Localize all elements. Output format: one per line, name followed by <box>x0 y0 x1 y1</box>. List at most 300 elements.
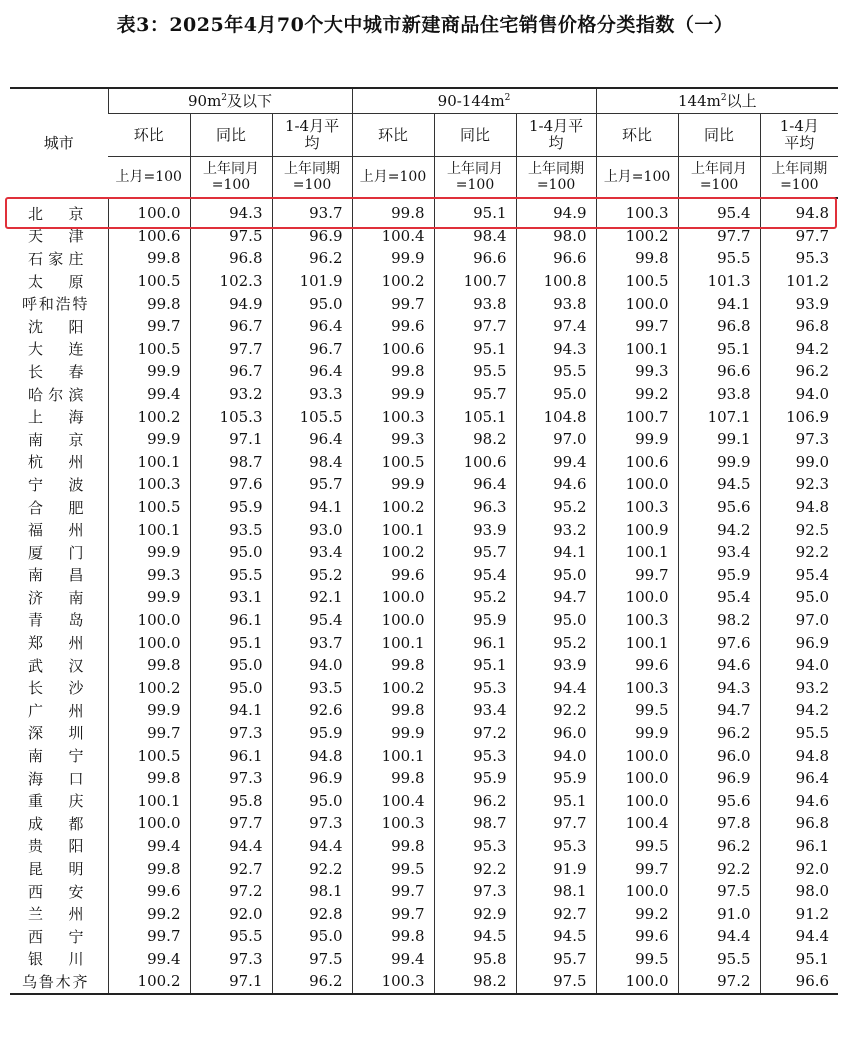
table-row <box>10 676 838 699</box>
index-cell: 92.2 <box>760 541 838 564</box>
col-base-1-1: 上年同月=100 <box>434 157 516 199</box>
index-cell: 98.0 <box>760 880 838 903</box>
index-cell: 100.6 <box>108 225 190 248</box>
index-cell: 100.1 <box>596 541 678 564</box>
index-cell: 100.2 <box>352 270 434 293</box>
index-cell: 96.6 <box>678 360 760 383</box>
index-cell: 99.5 <box>596 835 678 858</box>
index-cell: 93.9 <box>760 292 838 315</box>
table-row <box>10 383 838 406</box>
index-cell: 93.5 <box>272 676 352 699</box>
col-label-1-0: 环比 <box>352 114 434 157</box>
index-cell: 96.4 <box>272 428 352 451</box>
index-cell: 95.3 <box>434 835 516 858</box>
table-row <box>10 744 838 767</box>
index-cell: 96.9 <box>678 767 760 790</box>
index-cell: 95.2 <box>516 496 596 519</box>
table-row <box>10 857 838 880</box>
index-cell: 95.5 <box>678 247 760 270</box>
index-cell: 96.1 <box>760 835 838 858</box>
group-header-prefix: 90m <box>187 91 222 110</box>
index-cell: 95.1 <box>516 789 596 812</box>
table-row <box>10 925 838 948</box>
index-cell: 100.0 <box>352 609 434 632</box>
index-cell: 94.6 <box>678 654 760 677</box>
index-cell: 95.0 <box>516 609 596 632</box>
index-cell: 99.8 <box>596 247 678 270</box>
index-cell: 96.1 <box>190 609 272 632</box>
index-cell: 99.9 <box>108 428 190 451</box>
index-cell: 100.4 <box>596 812 678 835</box>
table-row <box>10 789 838 812</box>
index-cell: 99.9 <box>108 586 190 609</box>
group-header-sup: 2 <box>720 92 727 103</box>
index-cell: 99.2 <box>108 902 190 925</box>
index-cell: 93.7 <box>272 631 352 654</box>
city-cell: 大连 <box>28 340 84 359</box>
index-cell: 95.3 <box>434 676 516 699</box>
index-cell: 100.0 <box>108 198 190 225</box>
index-cell: 94.0 <box>516 744 596 767</box>
index-cell: 100.5 <box>108 744 190 767</box>
index-cell: 93.8 <box>516 292 596 315</box>
city-cell: 武汉 <box>28 656 84 675</box>
index-cell: 100.5 <box>352 451 434 474</box>
index-cell: 92.0 <box>760 857 838 880</box>
city-cell: 南京 <box>28 430 84 449</box>
table-row <box>10 902 838 925</box>
index-cell: 94.4 <box>272 835 352 858</box>
index-cell: 100.1 <box>596 631 678 654</box>
index-cell: 93.2 <box>190 383 272 406</box>
city-cell: 厦门 <box>28 543 84 562</box>
index-cell: 99.8 <box>352 767 434 790</box>
index-cell: 92.2 <box>678 857 760 880</box>
table-body <box>10 198 838 994</box>
city-cell: 杭州 <box>28 453 84 472</box>
index-cell: 99.9 <box>352 473 434 496</box>
index-cell: 99.6 <box>108 880 190 903</box>
index-cell: 96.4 <box>272 315 352 338</box>
col-base-0-2: 上年同期=100 <box>272 157 352 199</box>
index-cell: 100.0 <box>596 970 678 994</box>
index-cell: 95.0 <box>272 292 352 315</box>
index-cell: 99.8 <box>108 247 190 270</box>
index-cell: 97.2 <box>434 722 516 745</box>
index-cell: 95.7 <box>434 541 516 564</box>
index-cell: 97.3 <box>434 880 516 903</box>
index-cell: 101.3 <box>678 270 760 293</box>
index-cell: 97.5 <box>272 948 352 971</box>
index-cell: 94.1 <box>516 541 596 564</box>
city-cell: 海口 <box>28 769 84 788</box>
index-cell: 100.0 <box>352 586 434 609</box>
index-cell: 100.5 <box>596 270 678 293</box>
index-cell: 100.2 <box>596 225 678 248</box>
index-cell: 91.0 <box>678 902 760 925</box>
index-cell: 99.9 <box>108 699 190 722</box>
index-cell: 92.5 <box>760 518 838 541</box>
table-row <box>10 451 838 474</box>
city-cell: 南昌 <box>28 566 84 585</box>
index-cell: 99.8 <box>108 767 190 790</box>
index-cell: 95.4 <box>272 609 352 632</box>
city-cell: 石家庄 <box>28 249 84 268</box>
index-cell: 96.4 <box>272 360 352 383</box>
index-cell: 99.7 <box>596 564 678 587</box>
index-cell: 94.4 <box>760 925 838 948</box>
group-header-prefix: 144m <box>678 91 721 110</box>
index-cell: 93.2 <box>760 676 838 699</box>
index-cell: 94.4 <box>516 676 596 699</box>
table-row <box>10 609 838 632</box>
group-header-suffix: 以上 <box>726 91 757 110</box>
index-cell: 98.7 <box>434 812 516 835</box>
group-header-1 <box>352 88 596 114</box>
index-cell: 95.0 <box>516 564 596 587</box>
table-row <box>10 360 838 383</box>
city-cell: 合肥 <box>28 498 84 517</box>
index-cell: 93.7 <box>272 198 352 225</box>
index-cell: 97.5 <box>678 880 760 903</box>
index-cell: 93.4 <box>272 541 352 564</box>
table-row <box>10 722 838 745</box>
index-cell: 93.1 <box>190 586 272 609</box>
index-cell: 96.7 <box>272 338 352 361</box>
table-row <box>10 292 838 315</box>
table-row <box>10 564 838 587</box>
group-header-sup: 2 <box>221 92 228 103</box>
city-column-header: 城市 <box>10 88 108 198</box>
index-cell: 97.1 <box>190 428 272 451</box>
index-cell: 94.2 <box>760 338 838 361</box>
index-cell: 95.5 <box>434 360 516 383</box>
index-cell: 97.8 <box>678 812 760 835</box>
index-cell: 99.7 <box>596 857 678 880</box>
col-label-0-2: 1-4月平均 <box>272 114 352 157</box>
col-base-0-1: 上年同月=100 <box>190 157 272 199</box>
index-cell: 99.4 <box>108 948 190 971</box>
index-cell: 100.2 <box>352 676 434 699</box>
index-cell: 98.7 <box>190 451 272 474</box>
col-base-2-1: 上年同月=100 <box>678 157 760 199</box>
table-row <box>10 699 838 722</box>
index-cell: 99.5 <box>352 857 434 880</box>
index-cell: 97.5 <box>190 225 272 248</box>
index-cell: 99.5 <box>596 699 678 722</box>
index-cell: 95.4 <box>434 564 516 587</box>
index-cell: 100.2 <box>352 496 434 519</box>
index-cell: 95.9 <box>272 722 352 745</box>
index-cell: 95.9 <box>434 767 516 790</box>
index-cell: 100.5 <box>108 338 190 361</box>
col-label-0-0: 环比 <box>108 114 190 157</box>
index-cell: 97.5 <box>516 970 596 994</box>
index-cell: 93.4 <box>678 541 760 564</box>
index-cell: 92.2 <box>516 699 596 722</box>
col-base-1-2: 上年同期=100 <box>516 157 596 199</box>
index-cell: 99.7 <box>352 292 434 315</box>
table-row <box>10 586 838 609</box>
index-cell: 92.7 <box>190 857 272 880</box>
index-cell: 99.3 <box>108 564 190 587</box>
index-cell: 99.2 <box>596 902 678 925</box>
index-cell: 94.3 <box>190 198 272 225</box>
index-cell: 104.8 <box>516 405 596 428</box>
index-cell: 95.4 <box>760 564 838 587</box>
index-cell: 97.3 <box>272 812 352 835</box>
index-cell: 95.0 <box>190 654 272 677</box>
city-cell: 宁波 <box>28 475 84 494</box>
index-cell: 99.6 <box>352 315 434 338</box>
index-cell: 95.1 <box>190 631 272 654</box>
index-cell: 93.8 <box>678 383 760 406</box>
index-cell: 97.7 <box>760 225 838 248</box>
index-cell: 100.0 <box>108 812 190 835</box>
index-cell: 94.0 <box>272 654 352 677</box>
index-cell: 99.4 <box>108 835 190 858</box>
index-cell: 105.3 <box>190 405 272 428</box>
table-row <box>10 405 838 428</box>
index-cell: 97.6 <box>190 473 272 496</box>
index-cell: 100.3 <box>596 676 678 699</box>
index-cell: 95.5 <box>760 722 838 745</box>
city-cell: 福州 <box>28 521 84 540</box>
index-cell: 93.0 <box>272 518 352 541</box>
index-cell: 99.1 <box>678 428 760 451</box>
table-row <box>10 247 838 270</box>
index-cell: 96.6 <box>434 247 516 270</box>
index-cell: 99.9 <box>678 451 760 474</box>
index-cell: 100.0 <box>596 789 678 812</box>
col-label-1-2: 1-4月平均 <box>516 114 596 157</box>
city-cell: 沈阳 <box>28 317 84 336</box>
index-cell: 100.3 <box>596 496 678 519</box>
index-cell: 94.8 <box>760 496 838 519</box>
index-cell: 94.2 <box>678 518 760 541</box>
index-cell: 94.0 <box>760 654 838 677</box>
table-row <box>10 812 838 835</box>
header-row-labels <box>10 114 838 157</box>
index-cell: 94.9 <box>190 292 272 315</box>
index-cell: 105.5 <box>272 405 352 428</box>
city-cell: 呼和浩特 <box>22 295 88 314</box>
index-cell: 97.7 <box>190 812 272 835</box>
index-cell: 95.5 <box>190 564 272 587</box>
index-cell: 100.1 <box>108 451 190 474</box>
index-cell: 95.0 <box>760 586 838 609</box>
group-header-prefix: 90-144m <box>437 91 505 110</box>
city-cell: 兰州 <box>28 905 84 924</box>
index-cell: 95.2 <box>434 586 516 609</box>
index-cell: 99.6 <box>352 564 434 587</box>
index-cell: 95.3 <box>516 835 596 858</box>
index-cell: 96.9 <box>272 767 352 790</box>
index-cell: 101.9 <box>272 270 352 293</box>
index-cell: 95.5 <box>678 948 760 971</box>
index-cell: 93.2 <box>516 518 596 541</box>
index-cell: 96.2 <box>760 360 838 383</box>
index-cell: 94.4 <box>678 925 760 948</box>
index-cell: 96.8 <box>190 247 272 270</box>
index-cell: 91.9 <box>516 857 596 880</box>
index-cell: 96.8 <box>678 315 760 338</box>
table-row <box>10 631 838 654</box>
index-cell: 94.8 <box>760 744 838 767</box>
index-cell: 100.5 <box>108 496 190 519</box>
index-cell: 96.9 <box>760 631 838 654</box>
index-cell: 92.0 <box>190 902 272 925</box>
city-cell: 成都 <box>28 814 84 833</box>
city-cell: 长沙 <box>28 679 84 698</box>
col-label-2-2: 1-4月平均 <box>760 114 838 157</box>
city-cell: 哈尔滨 <box>28 385 84 404</box>
index-cell: 97.1 <box>190 970 272 994</box>
col-base-2-0: 上月=100 <box>596 157 678 199</box>
index-cell: 99.9 <box>596 722 678 745</box>
index-cell: 99.7 <box>596 315 678 338</box>
index-cell: 97.6 <box>678 631 760 654</box>
index-cell: 96.1 <box>434 631 516 654</box>
index-cell: 93.3 <box>272 383 352 406</box>
index-cell: 100.7 <box>596 405 678 428</box>
index-cell: 99.4 <box>516 451 596 474</box>
table-row <box>10 473 838 496</box>
index-cell: 100.8 <box>516 270 596 293</box>
index-cell: 97.7 <box>516 812 596 835</box>
col-label-2-0: 环比 <box>596 114 678 157</box>
index-cell: 95.2 <box>516 631 596 654</box>
city-cell: 广州 <box>28 701 84 720</box>
index-cell: 97.3 <box>190 767 272 790</box>
index-cell: 95.8 <box>190 789 272 812</box>
index-cell: 100.4 <box>352 789 434 812</box>
index-cell: 92.8 <box>272 902 352 925</box>
index-cell: 96.0 <box>678 744 760 767</box>
index-cell: 100.6 <box>596 451 678 474</box>
index-cell: 99.8 <box>352 198 434 225</box>
index-cell: 94.6 <box>516 473 596 496</box>
col-label-2-1: 同比 <box>678 114 760 157</box>
index-cell: 106.9 <box>760 405 838 428</box>
index-cell: 96.6 <box>760 970 838 994</box>
index-cell: 100.0 <box>108 609 190 632</box>
index-cell: 95.1 <box>434 198 516 225</box>
index-cell: 95.7 <box>434 383 516 406</box>
index-cell: 100.6 <box>434 451 516 474</box>
table-row <box>10 835 838 858</box>
table-row <box>10 198 838 225</box>
index-cell: 99.9 <box>352 247 434 270</box>
index-cell: 95.1 <box>434 338 516 361</box>
col-label-1-1: 同比 <box>434 114 516 157</box>
index-cell: 99.9 <box>596 428 678 451</box>
index-cell: 95.0 <box>190 541 272 564</box>
index-cell: 97.0 <box>516 428 596 451</box>
index-cell: 98.1 <box>272 880 352 903</box>
index-cell: 100.0 <box>596 473 678 496</box>
index-cell: 100.0 <box>596 880 678 903</box>
index-cell: 95.1 <box>678 338 760 361</box>
index-cell: 97.3 <box>190 948 272 971</box>
table-row <box>10 315 838 338</box>
index-cell: 100.1 <box>352 744 434 767</box>
city-cell: 银川 <box>28 950 84 969</box>
index-cell: 97.0 <box>760 609 838 632</box>
col-base-0-0: 上月=100 <box>108 157 190 199</box>
index-cell: 100.2 <box>108 405 190 428</box>
table-row <box>10 428 838 451</box>
index-cell: 96.2 <box>272 970 352 994</box>
index-cell: 96.0 <box>516 722 596 745</box>
price-index-table <box>10 87 838 995</box>
index-cell: 97.7 <box>190 338 272 361</box>
index-cell: 95.3 <box>434 744 516 767</box>
city-cell: 重庆 <box>28 792 84 811</box>
index-cell: 98.0 <box>516 225 596 248</box>
index-cell: 100.1 <box>108 518 190 541</box>
index-cell: 96.7 <box>190 360 272 383</box>
index-cell: 107.1 <box>678 405 760 428</box>
group-header-0 <box>108 88 352 114</box>
index-cell: 99.9 <box>108 360 190 383</box>
index-cell: 96.2 <box>272 247 352 270</box>
city-cell: 天津 <box>28 227 84 246</box>
index-cell: 99.6 <box>596 925 678 948</box>
index-cell: 99.5 <box>596 948 678 971</box>
index-cell: 95.0 <box>272 925 352 948</box>
index-cell: 100.0 <box>108 631 190 654</box>
city-cell: 乌鲁木齐 <box>10 970 108 994</box>
index-cell: 94.1 <box>190 699 272 722</box>
index-cell: 94.5 <box>434 925 516 948</box>
index-cell: 96.2 <box>678 722 760 745</box>
table-row <box>10 767 838 790</box>
col-label-0-1: 同比 <box>190 114 272 157</box>
city-cell: 贵阳 <box>28 837 84 856</box>
index-cell: 95.6 <box>678 789 760 812</box>
index-cell: 98.2 <box>434 970 516 994</box>
index-cell: 95.1 <box>434 654 516 677</box>
index-cell: 92.2 <box>434 857 516 880</box>
index-cell: 100.3 <box>352 405 434 428</box>
index-cell: 96.1 <box>190 744 272 767</box>
index-cell: 95.5 <box>516 360 596 383</box>
index-cell: 100.3 <box>352 812 434 835</box>
index-cell: 96.7 <box>190 315 272 338</box>
table-row <box>10 654 838 677</box>
index-cell: 99.4 <box>352 948 434 971</box>
index-cell: 98.2 <box>678 609 760 632</box>
index-cell: 99.3 <box>596 360 678 383</box>
table-row <box>10 948 838 971</box>
index-cell: 100.5 <box>108 270 190 293</box>
index-cell: 92.3 <box>760 473 838 496</box>
index-cell: 93.9 <box>516 654 596 677</box>
index-cell: 99.9 <box>108 541 190 564</box>
index-cell: 96.6 <box>516 247 596 270</box>
index-cell: 99.8 <box>352 699 434 722</box>
city-cell: 上海 <box>28 408 84 427</box>
table-row <box>10 270 838 293</box>
index-cell: 99.2 <box>596 383 678 406</box>
group-header-sup: 2 <box>504 92 511 103</box>
index-cell: 99.6 <box>596 654 678 677</box>
index-cell: 94.0 <box>760 383 838 406</box>
index-cell: 96.4 <box>434 473 516 496</box>
index-cell: 94.5 <box>516 925 596 948</box>
index-cell: 95.9 <box>516 767 596 790</box>
